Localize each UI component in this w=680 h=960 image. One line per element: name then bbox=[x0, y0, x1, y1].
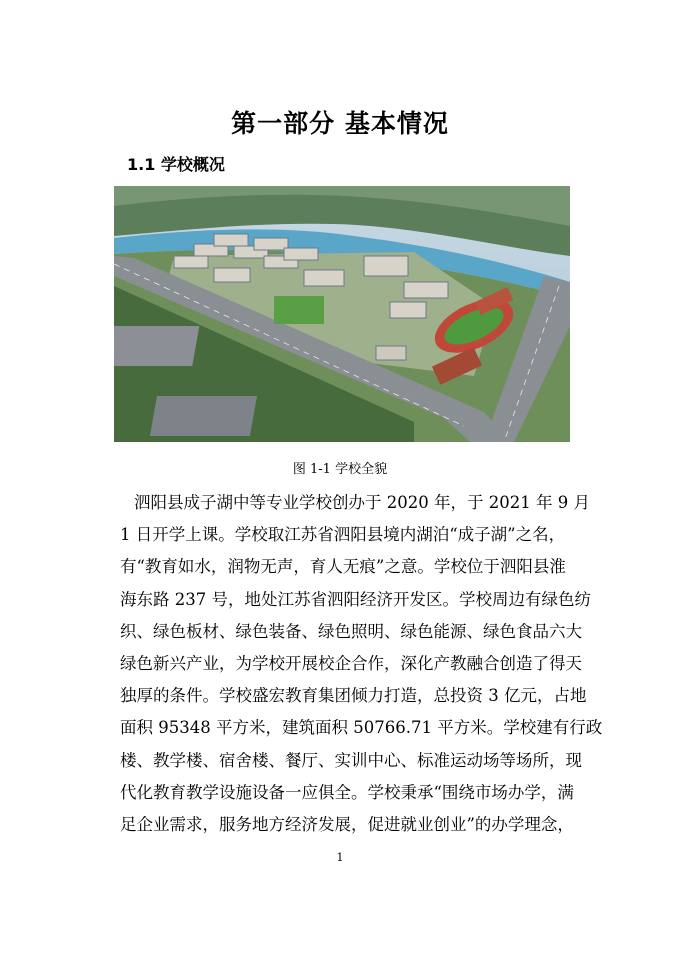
body-line: 代化教育教学设施设备一应俱全。学校秉承“围绕市场办学，满 bbox=[120, 782, 574, 802]
body-line: 面积 95348 平方米，建筑面积 50766.71 平方米。学校建有行政 bbox=[120, 718, 603, 738]
body-line: 足企业需求，服务地方经济发展，促进就业创业”的办学理念， bbox=[120, 814, 574, 834]
campus-aerial-image bbox=[114, 186, 570, 442]
page-number: 1 bbox=[336, 851, 344, 864]
figure-caption: 图 1-1 学校全貌 bbox=[292, 462, 388, 477]
part-title: 第一部分 基本情况 bbox=[231, 109, 449, 138]
body-line: 独厚的条件。学校盛宏教育集团倾力打造，总投资 3 亿元，占地 bbox=[120, 686, 587, 706]
body-line: 有“教育如水，润物无声，育人无痕”之意。学校位于泗阳县淮 bbox=[120, 557, 566, 577]
section-title: 1.1 学校概况 bbox=[127, 155, 225, 174]
body-paragraph bbox=[120, 487, 606, 841]
body-line: 1 日开学上课。学校取江苏省泗阳县境内湖泊“成子湖”之名， bbox=[120, 525, 566, 545]
body-line: 绿色新兴产业，为学校开展校企合作，深化产教融合创造了得天 bbox=[120, 653, 582, 673]
body-line: 楼、教学楼、宿舍楼、餐厅、实训中心、标准运动场等场所，现 bbox=[120, 750, 582, 770]
body-line: 泗阳县成子湖中等专业学校创办于 2020 年，于 2021 年 9 月 bbox=[134, 493, 590, 512]
body-line: 海东路 237 号，地处江苏省泗阳经济开发区。学校周边有绿色纺 bbox=[120, 589, 591, 609]
body-line: 织、绿色板材、绿色装备、绿色照明、绿色能源、绿色食品六大 bbox=[120, 621, 582, 641]
